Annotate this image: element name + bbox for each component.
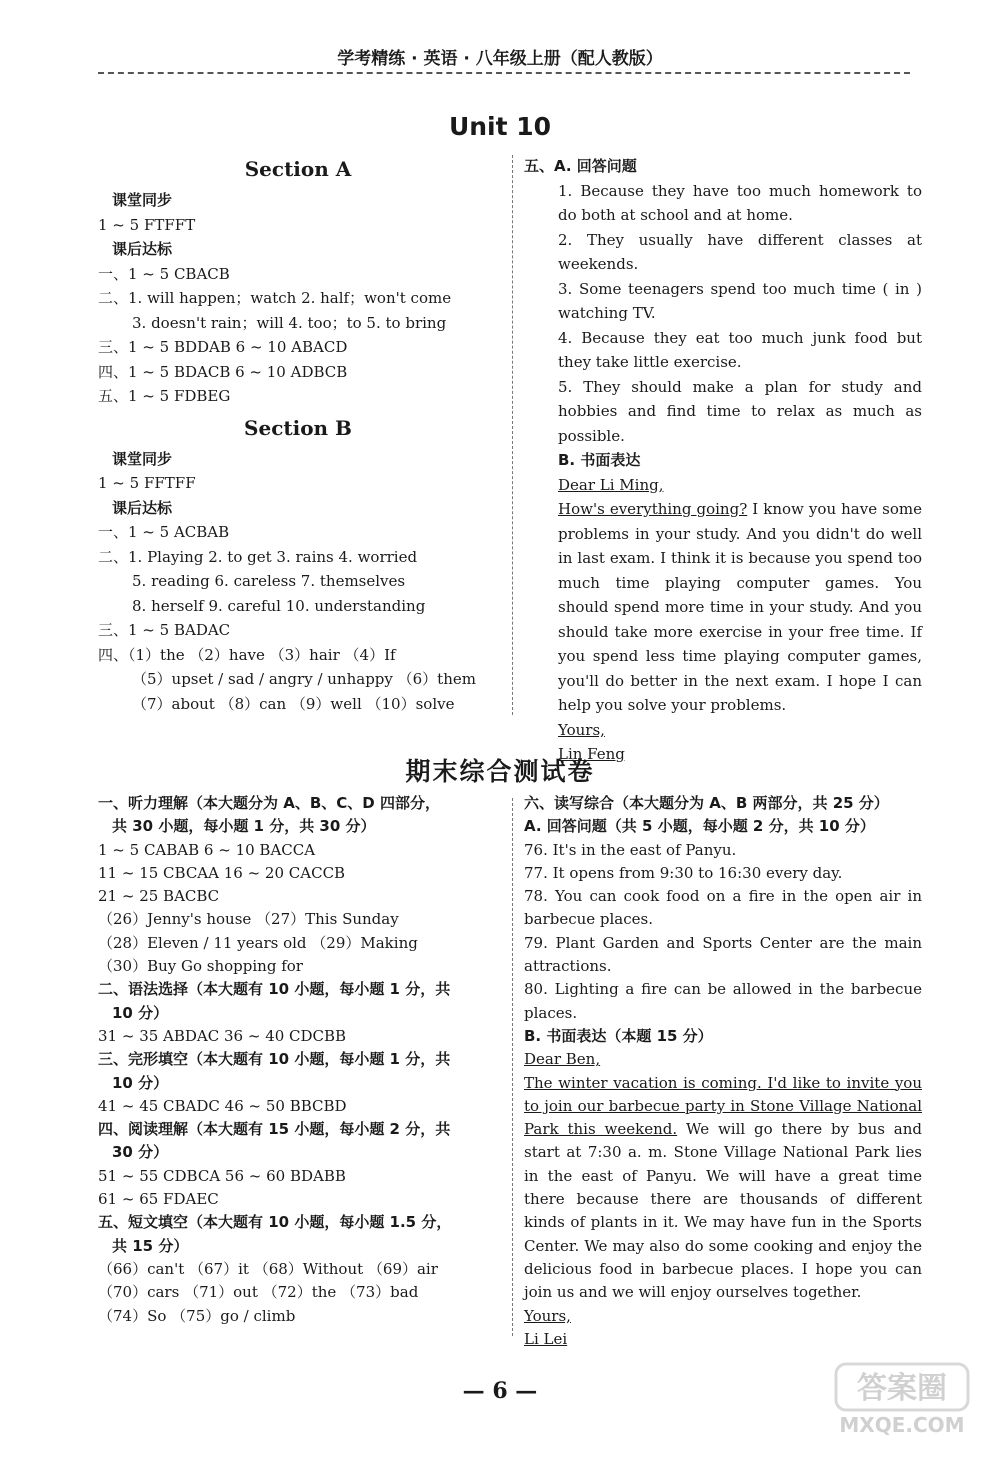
svg-text:答案圈: 答案圈 [857,1371,947,1406]
letter-signature: Lin Feng [558,745,625,763]
exam-part-heading: 三、完形填空（本大题有 10 小题，每小题 1 分，共 [98,1050,451,1069]
letter-text: We will go there by bus and start at 7:30 a. m. Stone Village National Park lies in the east of Panyu. We will have a great time there because there are thousands of different kinds of plants in it. We may have fun in the Sports Center. We may also do some cooking and enjoy the delicious food in barbecue places. I hope you can join us and we will enjoy ourselves together. [524,1120,923,1302]
answer-paragraph: 77. It opens from 9:30 to 16:30 every day. [524,863,843,882]
answer-line: 二、1. will happen；watch 2. half；won't come [98,289,452,307]
exam-part-heading: 10 分） [112,1073,169,1092]
letter-text: I know you have some problems in your study. And you didn't do well in last exam. I think it is because you spend too much time playing computer games. You should spend more time in your study. And you should take more exercise in your free time. If you spend less time playing computer games, you'll do better in the next exam. I hope I can help you solve your problems. [558,500,922,714]
page-number: — 6 — [462,1378,538,1404]
answer-line: （26）Jenny's house （27）This Sunday [98,910,399,929]
letter-closing: Yours, [524,1306,571,1325]
answer-line: 三、1 ~ 5 BDDAB 6 ~ 10 ABACD [98,338,348,356]
section-a-after-label: 课后达标 [112,240,173,258]
letter-salutation: Dear Li Ming, [558,475,664,494]
answer-line: 四、（1）the （2）have （3）hair （4）If [98,645,396,664]
unit-title: Unit 10 [448,112,552,141]
answer-line: 二、1. Playing 2. to get 3. rains 4. worried [98,547,418,566]
exam-title: 期末综合测试卷 [405,757,595,786]
answer-line: （5）upset / sad / angry / unhappy （6）them [132,670,476,688]
answer-line: 8. herself 9. careful 10. understanding [132,596,426,615]
answer-line: 五、1 ~ 5 FDBEG [98,387,231,405]
answer-line: 四、1 ~ 5 BDACB 6 ~ 10 ADBCB [98,362,348,381]
section-b-classroom-answers: 1 ~ 5 FFTFF [98,474,196,492]
answer-line: 一、1 ~ 5 CBACB [98,264,230,283]
section-a-classroom-answers: 1 ~ 5 FTFFT [98,215,196,234]
exam-part-heading: 二、语法选择（本大题有 10 小题，每小题 1 分，共 [98,980,451,999]
answer-line: 61 ~ 65 FDAEC [98,1190,219,1209]
answer-line: 31 ~ 35 ABDAC 36 ~ 40 CDCBB [98,1026,347,1045]
section-b-classroom-label: 课堂同步 [112,449,173,468]
svg-text:MXQE.COM: MXQE.COM [839,1413,965,1437]
answer-line: 11 ~ 15 CBCAA 16 ~ 20 CACCB [98,863,346,882]
answer-paragraph: 76. It's in the east of Panyu. [524,840,737,859]
letter-closing: Yours, [558,720,605,739]
letter-opening: The winter vacation is coming. I'd like to invite you to join our barbecue party in Stone Village National Park this weekend. [524,1073,922,1139]
answer-line: 41 ~ 45 CBADC 46 ~ 50 BBCBD [98,1096,347,1115]
answer-paragraph: 79. Plant Garden and Sports Center are the main attractions. [524,933,922,976]
column-divider [512,798,513,1336]
answer-paragraph: 2. They usually have different classes at weekends. [558,230,922,273]
exam-part-heading: 30 分） [112,1143,169,1162]
answer-line: （28）Eleven / 11 years old （29）Making [98,933,418,952]
answer-line: 1 ~ 5 CABAB 6 ~ 10 BACCA [98,840,316,859]
letter-body [524,1072,922,1305]
answer-line: 3. doesn't rain；will 4. too；to 5. to bring [132,313,447,332]
exam-part-heading: 10 分） [112,1003,169,1022]
exam-part-heading: 一、听力理解（本大题分为 A、B、C、D 四部分， [98,794,440,812]
answer-line: （74）So （75）go / climb [98,1306,296,1325]
letter-opening: How's everything going? [558,500,748,518]
answer-line: （7）about （8）can （9）well （10）solve [132,694,455,713]
exam-right-column [524,792,922,1351]
answer-line: 三、1 ~ 5 BADAC [98,621,231,639]
column-divider [512,155,513,715]
section-b-title: Section B [244,415,352,440]
unit10-left-column [98,150,498,716]
part6-heading: 六、读写综合（本大题分为 A、B 两部分，共 25 分） [524,794,889,812]
answer-paragraph: 78. You can cook food on a fire in the open air in barbecue places. [524,887,922,929]
running-header: 学考精练 · 英语 · 八年级上册（配人教版） [337,49,663,69]
answer-paragraph: 5. They should make a plan for study and hobbies and find time to relax as much as possible. [558,377,922,445]
answer-paragraph: 4. Because they eat too much junk food but they take little exercise. [558,328,922,371]
unit10-right-column [524,154,922,767]
answer-paragraph: 1. Because they have too much homework to do both at school and at home. [558,181,922,224]
answer-line: 一、1 ~ 5 ACBAB [98,523,230,541]
answer-line: 21 ~ 25 BACBC [98,887,220,906]
exam-part-heading: 四、阅读理解（本大题有 15 小题，每小题 2 分，共 [98,1120,451,1139]
writing-heading: B. 书面表达 [558,451,641,469]
answer-line: （30）Buy Go shopping for [98,957,303,976]
answer-line: 5. reading 6. careless 7. themselves [132,572,406,590]
exam-part-heading: 五、短文填空（本大题有 10 小题，每小题 1.5 分， [98,1213,452,1232]
watermark-logo [832,1360,972,1440]
letter-salutation: Dear Ben, [524,1050,601,1069]
part6-b-heading: B. 书面表达（本题 15 分） [524,1026,713,1045]
answer-paragraph: 3. Some teenagers spend too much time ( in ) watching TV. [558,279,922,322]
part6-a-heading: A. 回答问题（共 5 小题，每小题 2 分，共 10 分） [524,817,875,836]
header-rule [98,72,910,74]
answer-line: 51 ~ 55 CDBCA 56 ~ 60 BDABB [98,1166,346,1185]
section-a-title: Section A [244,157,352,181]
exam-left-column [98,792,498,1328]
answer-paragraph: 80. Lighting a fire can be allowed in the barbecue places. [524,980,922,1022]
answer-line: （66）can't （67）it （68）Without （69）air [98,1259,438,1278]
part5-heading: 五、A. 回答问题 [524,157,637,175]
section-b-after-label: 课后达标 [112,498,173,517]
exam-part-heading: 共 15 分） [112,1236,189,1255]
letter-body [558,497,922,718]
answer-line: （70）cars （71）out （72）the （73）bad [98,1283,419,1302]
letter-signature: Li Lei [524,1329,568,1348]
exam-part-heading: 共 30 小题，每小题 1 分，共 30 分） [112,817,376,836]
section-a-classroom-label: 课堂同步 [112,191,173,209]
